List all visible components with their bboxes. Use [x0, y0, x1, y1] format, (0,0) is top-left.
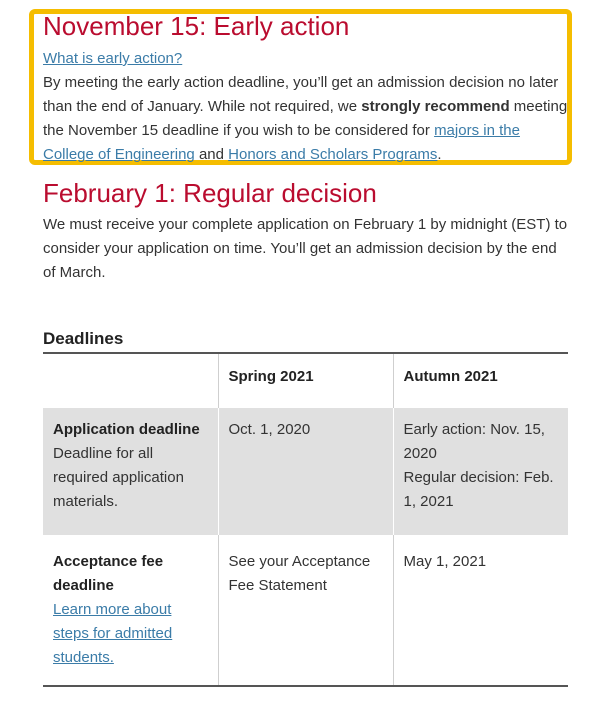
header-spring-2021: Spring 2021 — [218, 354, 393, 408]
spring-acceptance-fee: See your Acceptance Fee Statement — [218, 535, 393, 685]
row-description: Deadline for all required application materials. — [53, 445, 184, 510]
period-text: . — [437, 146, 442, 163]
header-empty-cell — [43, 354, 218, 408]
early-action-heading: November 15: Early action — [43, 11, 350, 41]
application-deadline-cell — [43, 408, 218, 535]
early-action-paragraph — [43, 71, 573, 167]
engineering-majors-link[interactable]: majors in the College of Engineering — [43, 122, 520, 163]
table-row — [43, 408, 568, 535]
table-header-row — [43, 354, 568, 408]
strong-recommend-text: strongly recommend — [361, 98, 510, 115]
acceptance-fee-cell — [43, 535, 218, 685]
deadlines-table — [43, 354, 568, 685]
regular-decision-section — [43, 175, 573, 285]
early-action-section — [43, 8, 573, 167]
honors-scholars-link[interactable]: Honors and Scholars Programs — [228, 146, 438, 163]
header-autumn-2021: Autumn 2021 — [403, 368, 498, 385]
row-label: Acceptance fee deadline — [53, 553, 164, 594]
admitted-students-steps-link[interactable]: Learn more about steps for admitted students. — [53, 601, 173, 666]
row-label: Application deadline — [53, 421, 200, 438]
early-action-text: By meeting the early action deadline, you’ll get an admission decision no later than the end of January. While not required, we — [43, 74, 559, 115]
and-text: and — [194, 146, 229, 163]
autumn-application-dates — [393, 408, 568, 535]
what-is-early-action-link[interactable]: What is early action? — [43, 50, 183, 67]
table-bottom-rule — [43, 685, 568, 687]
table-row — [43, 535, 568, 685]
regular-decision-heading: February 1: Regular decision — [43, 178, 377, 208]
early-action-date: Early action: Nov. 15, 2020 — [403, 421, 545, 462]
regular-decision-date: Regular decision: Feb. 1, 2021 — [403, 469, 554, 510]
regular-decision-paragraph: We must receive your complete application on February 1 by midnight (EST) to consider your application on time. You’ll get an admission decision by the end of March. — [43, 216, 568, 281]
spring-application-date: Oct. 1, 2020 — [218, 408, 393, 535]
deadlines-title: Deadlines — [43, 329, 124, 348]
early-action-text-2: meeting the November 15 deadline if you wish to be considered for — [43, 98, 568, 139]
autumn-acceptance-fee: May 1, 2021 — [403, 553, 487, 570]
